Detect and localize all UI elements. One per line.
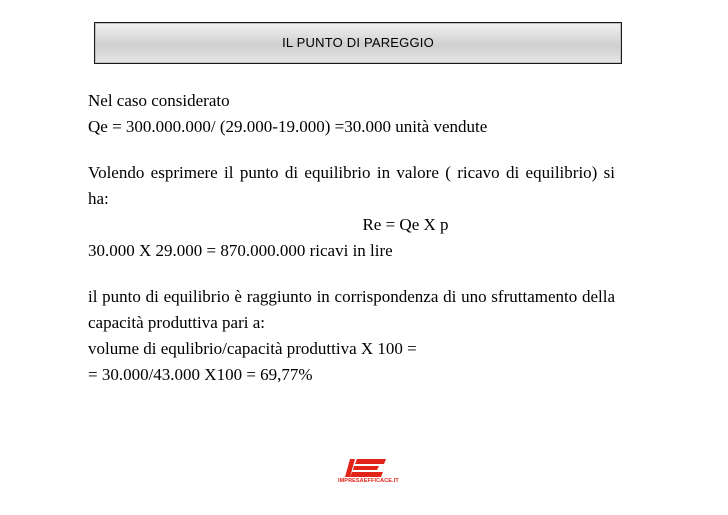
value-paragraph: Volendo esprimere il punto di equilibrio in valore ( ricavo di equilibrio) si ha: (88, 163, 615, 208)
brand-logo (338, 457, 399, 487)
quantity-formula-line: Qe = 300.000.000/ (29.000-19.000) =30.000 unità vendute (88, 117, 488, 136)
capacity-result-line: = 30.000/43.000 X100 = 69,77% (88, 365, 313, 384)
slide-content (88, 88, 615, 388)
revenue-calculation-line: 30.000 X 29.000 = 870.000.000 ricavi in lire (88, 241, 393, 260)
revenue-formula: Re = Qe X p (362, 215, 449, 234)
capacity-paragraph: il punto di equilibrio è raggiunto in corrispondenza di uno sfruttamento della capacità produttiva pari a: (88, 287, 615, 332)
spacer (88, 140, 615, 160)
logo-text: IMPRESAEFFICACE.IT (338, 478, 399, 484)
page-title: IL PUNTO DI PAREGGIO (282, 34, 434, 50)
capacity-formula-line: volume di equlibrio/capacità produttiva X 100 = (88, 339, 417, 358)
title-banner (94, 22, 622, 64)
spacer (88, 264, 615, 284)
intro-line: Nel caso considerato (88, 91, 230, 110)
logo-mark-icon (342, 457, 388, 479)
